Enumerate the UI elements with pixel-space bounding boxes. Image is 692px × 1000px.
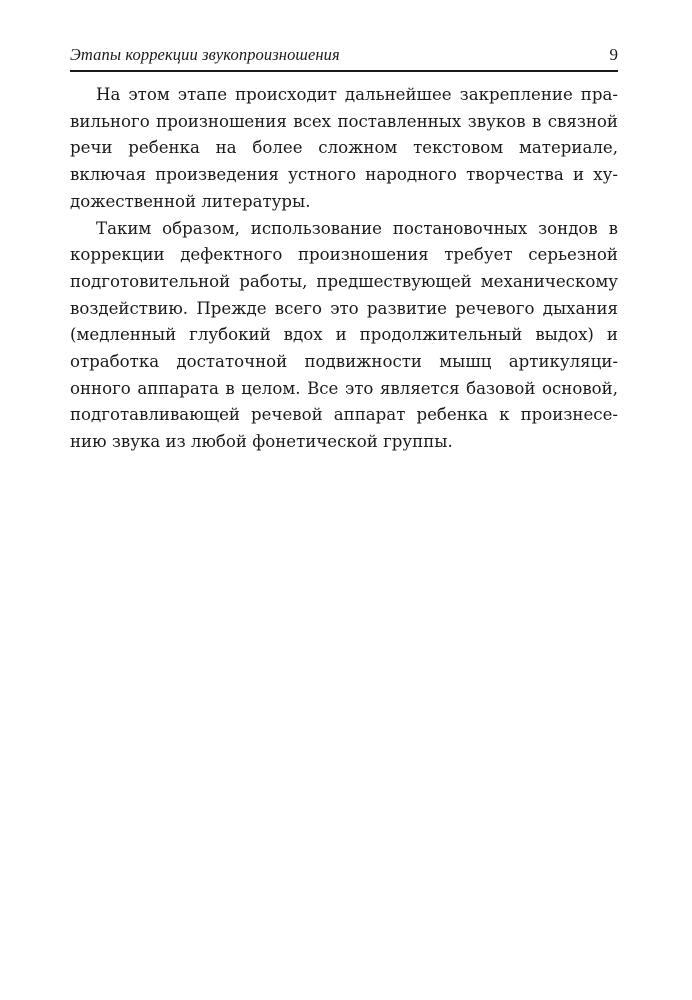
paragraph-2: Таким образом, использование постановочных зондов в коррекции дефектного произношения требует серьезной подготовительной работы, предшествующей механическому воздействию. Прежде всего это развитие речевого дыхания (медленный глубокий вдох и продолжительный выдох) и отработка достаточной подвижности мышц артикуляционного аппарата в целом. Все это является базовой основой, подготавливающей речевой аппарат ребенка к произнесению звука из любой фонетической группы. [70,218,618,452]
body-text [70,82,618,456]
running-header [70,44,618,68]
page-number: 9 [609,45,618,64]
header-rule [70,70,618,72]
running-header-title: Этапы коррекции звукопроизношения [70,45,340,64]
paragraph-1: На этом этапе происходит дальнейшее закрепление правильного произношения всех поставленных звуков в связной речи ребенка на более сложном текстовом материале, включая произведения устного народного творчества и художественной литературы. [70,85,618,211]
